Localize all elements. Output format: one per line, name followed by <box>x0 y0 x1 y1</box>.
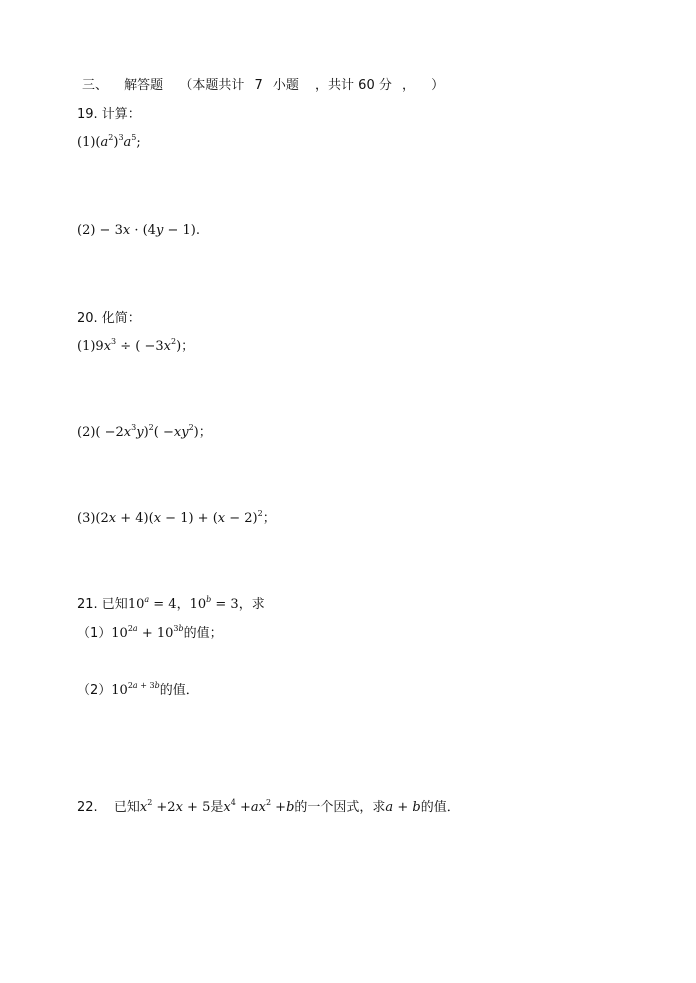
q21-part1-expression: $10^{2a} + 10^{3b}$ <box>111 623 184 641</box>
q19-part1 <box>77 134 141 152</box>
section-count: 7 <box>254 78 263 93</box>
q20-label: 20. 化简： <box>77 311 141 326</box>
q20-part1-number: (1) <box>77 339 96 354</box>
q19-part2 <box>77 222 200 240</box>
q20-part3 <box>77 510 276 528</box>
q21-part2 <box>77 682 199 700</box>
q20-part1 <box>77 338 194 356</box>
q22-is: 是 <box>210 800 224 815</box>
q22-stem <box>77 799 460 817</box>
q20-part2 <box>77 424 212 442</box>
q22-factor-expression: $x^2 +2x + 5$ <box>139 797 211 815</box>
section-info-open: （本题共计 <box>179 78 245 93</box>
section-info-close: ） <box>431 78 445 93</box>
q22-of-factor: 的一个因式，求 <box>294 800 386 815</box>
q20-part2-expression: ( $-2x^3y)^2( -xy^2)$； <box>95 422 212 440</box>
q19-part2-number: (2) <box>77 223 96 238</box>
q21-stem-prefix: 21. 已知 <box>77 597 128 612</box>
q21-separator: ， <box>176 597 190 612</box>
section-total: ，共计 60 分 <box>315 78 392 93</box>
section-count-unit: 小题 <box>272 78 299 93</box>
q20-part1-expression: $9x^3$ ÷ ( $-3x^2$)； <box>95 336 195 354</box>
q19-part2-expression: − 3x · (4y − 1). <box>95 223 200 238</box>
q21-stem <box>77 596 265 614</box>
q20-part3-expression: $(2x + 4)(x - 1) + (x - 2)^2$； <box>95 508 276 526</box>
q21-part2-suffix: 的值． <box>159 683 199 698</box>
q19-part1-number: (1) <box>77 135 96 150</box>
section-number: 三、 <box>82 78 109 93</box>
q21-condition-b: $10^b = 3$ <box>189 594 239 612</box>
q21-condition-a: $10^a = 4$ <box>127 594 177 612</box>
q21-part2-expression: $10^{2a + 3b}$ <box>111 680 160 698</box>
q21-part2-number: （2） <box>77 683 112 698</box>
q21-part1-suffix: 的值； <box>183 626 223 641</box>
q22-target-expression: a + b <box>385 800 421 815</box>
q19-label: 19. 计算： <box>77 107 141 122</box>
q22-prefix: 已知 <box>113 800 140 815</box>
q20-part3-number: (3) <box>77 511 96 526</box>
q21-part1-number: （1） <box>77 626 112 641</box>
q20-part2-number: (2) <box>77 425 96 440</box>
q21-part1 <box>77 625 223 643</box>
section-title: 解答题 <box>124 78 164 93</box>
q22-number: 22. <box>77 800 98 815</box>
section-header <box>82 77 444 95</box>
section-comma: ， <box>402 78 416 93</box>
q21-stem-suffix: ，求 <box>238 597 265 612</box>
q19-part1-expression: $(a^2)^3a^5$; <box>95 132 141 150</box>
q22-suffix: 的值． <box>420 800 460 815</box>
q22-polynomial-expression: $x^4 +ax^2 +b$ <box>223 797 295 815</box>
